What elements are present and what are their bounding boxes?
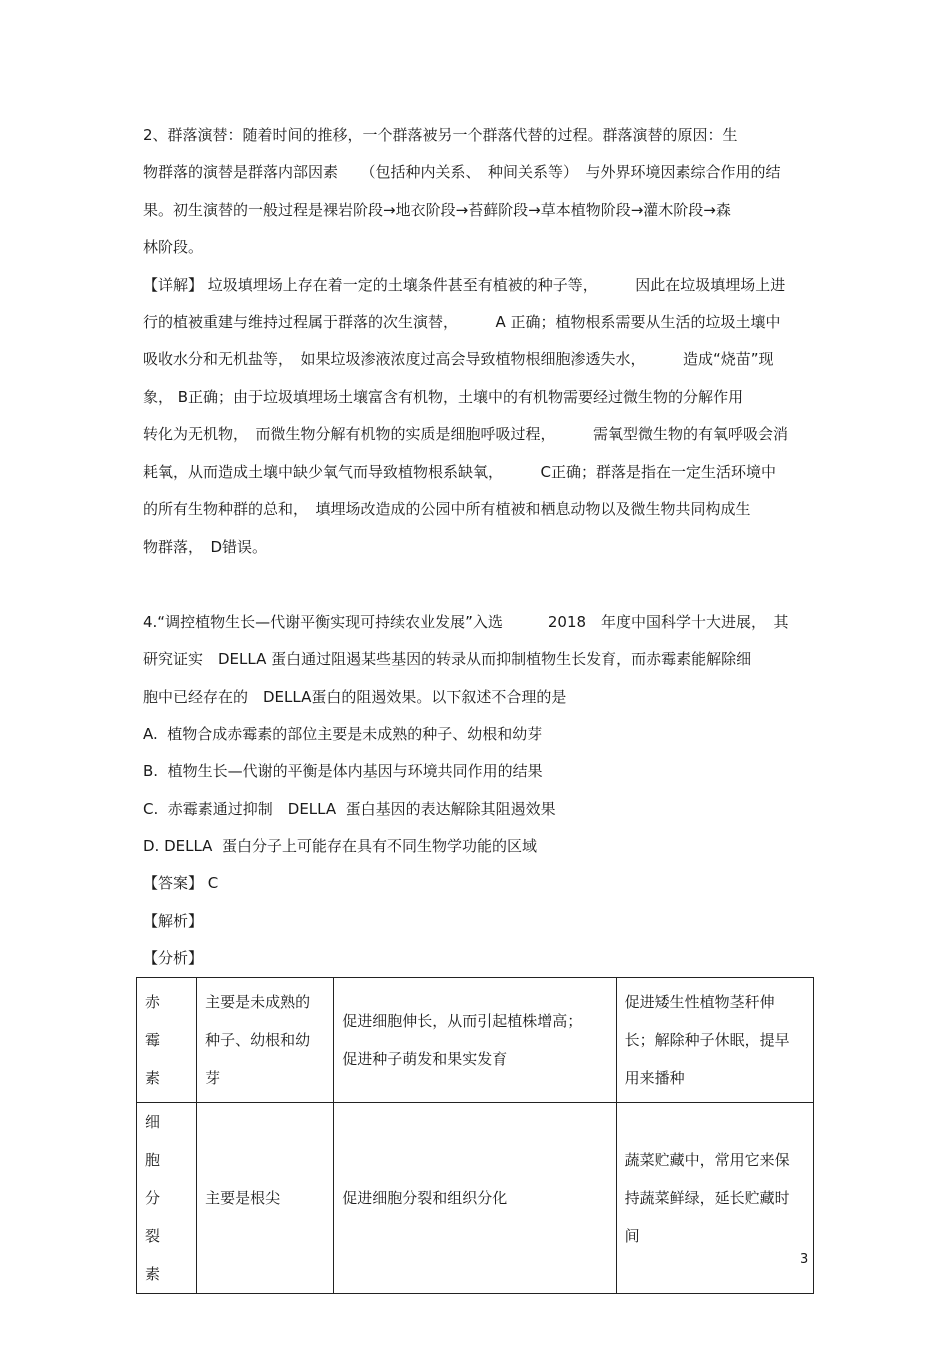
hormone-name-cell	[137, 978, 197, 1103]
cell-line: 细 胞	[145, 1113, 176, 1169]
cell-line: 间	[624, 1227, 640, 1245]
cell-line: 促进细胞伸长，从而引起植株增高；	[342, 1012, 583, 1030]
explanation-line-2: 行的植被重建与维持过程属于群落的次生演替， A 正确；植物根系需要从生活的垃圾土壤中	[143, 313, 781, 331]
cell-line: 素	[145, 1069, 161, 1087]
succession-line-1: 2、群落演替：随着时间的推移，一个群落被另一个群落代替的过程。群落演替的原因：生	[143, 126, 738, 144]
function-cell	[334, 1103, 616, 1294]
cell-line: 持蔬菜鲜绿，延长贮藏时	[624, 1189, 790, 1207]
fenxi-heading: 【分析】	[143, 949, 204, 967]
cell-line: 主要是根尖	[205, 1189, 281, 1207]
succession-line-2: 物群落的演替是群落内部因素 （包括种内关系、 种间关系等） 与外界环境因素综合作用的结	[143, 163, 781, 181]
cell-line: 长；解除种子休眠，提早	[624, 1031, 790, 1049]
question4-line-3: 胞中已经存在的 DELLA蛋白的阻遏效果。以下叙述不合理的是	[143, 688, 567, 706]
table-row	[137, 978, 814, 1103]
question4-line-1: 4.“调控植物生长—代谢平衡实现可持续农业发展”入选 2018 年度中国科学十大进展， 其	[143, 613, 789, 631]
table-row	[137, 1103, 814, 1294]
cell-line: 主要是未成熟的	[205, 993, 311, 1011]
explanation-line-3: 吸收水分和无机盐等， 如果垃圾渗液浓度过高会导致植物根细胞渗透失水， 造成“烧苗”现	[143, 350, 774, 368]
explanation-line-6: 耗氧，从而造成土壤中缺少氧气而导致植物根系缺氧， C正确；群落是指在一定生活环境中	[143, 463, 776, 481]
explanation-line-4: 象， B正确；由于垃圾填埋场土壤富含有机物，土壤中的有机物需要经过微生物的分解作用	[143, 388, 744, 406]
cell-line: 素	[145, 1265, 161, 1283]
succession-line-3: 果。初生演替的一般过程是裸岩阶段→地衣阶段→苔藓阶段→草本植物阶段→灌木阶段→森	[143, 201, 731, 219]
option-a: A. 植物合成赤霉素的部位主要是未成熟的种子、幼根和幼芽	[143, 725, 543, 743]
synthesis-site-cell	[197, 1103, 334, 1294]
explanation-line-5: 转化为无机物， 而微生物分解有机物的实质是细胞呼吸过程， 需氧型微生物的有氧呼吸会消	[143, 425, 789, 443]
function-cell	[334, 978, 616, 1103]
explanation-line-7: 的所有生物种群的总和， 填埋场改造成的公园中所有植被和栖息动物以及微生物共同构成生	[143, 500, 751, 518]
question4-line-2: 研究证实 DELLA 蛋白通过阻遏某些基因的转录从而抑制植物生长发育，而赤霉素能解除细	[143, 650, 752, 668]
cell-line: 用来播种	[624, 1069, 685, 1087]
hormone-table	[136, 977, 814, 1294]
application-cell	[616, 978, 813, 1103]
cell-line: 芽	[205, 1069, 221, 1087]
option-c: C. 赤霉素通过抑制 DELLA 蛋白基因的表达解除其阻遏效果	[143, 800, 556, 818]
succession-line-4: 林阶段。	[143, 238, 204, 256]
explanation-line-8: 物群落， D错误。	[143, 538, 268, 556]
analysis-heading: 【解析】	[143, 912, 204, 930]
cell-line: 种子、幼根和幼	[205, 1031, 311, 1049]
application-cell	[616, 1103, 813, 1294]
cell-line: 分 裂	[145, 1189, 176, 1245]
cell-line: 促进矮生性植物茎秆伸	[624, 993, 775, 1011]
option-d: D. DELLA 蛋白分子上可能存在具有不同生物学功能的区域	[143, 837, 537, 855]
cell-line: 促进种子萌发和果实发育	[342, 1050, 508, 1068]
page-number: 3	[800, 1252, 809, 1267]
hormone-name-cell	[137, 1103, 197, 1294]
synthesis-site-cell	[197, 978, 334, 1103]
explanation-line-1: 【详解】 垃圾填埋场上存在着一定的土壤条件甚至有植被的种子等， 因此在垃圾填埋场上进	[143, 276, 786, 294]
answer: 【答案】 C	[143, 874, 219, 892]
cell-line: 促进细胞分裂和组织分化	[342, 1189, 508, 1207]
cell-line: 蔬菜贮藏中，常用它来保	[624, 1151, 790, 1169]
option-b: B. 植物生长—代谢的平衡是体内基因与环境共同作用的结果	[143, 762, 543, 780]
cell-line: 赤 霉	[145, 993, 176, 1049]
